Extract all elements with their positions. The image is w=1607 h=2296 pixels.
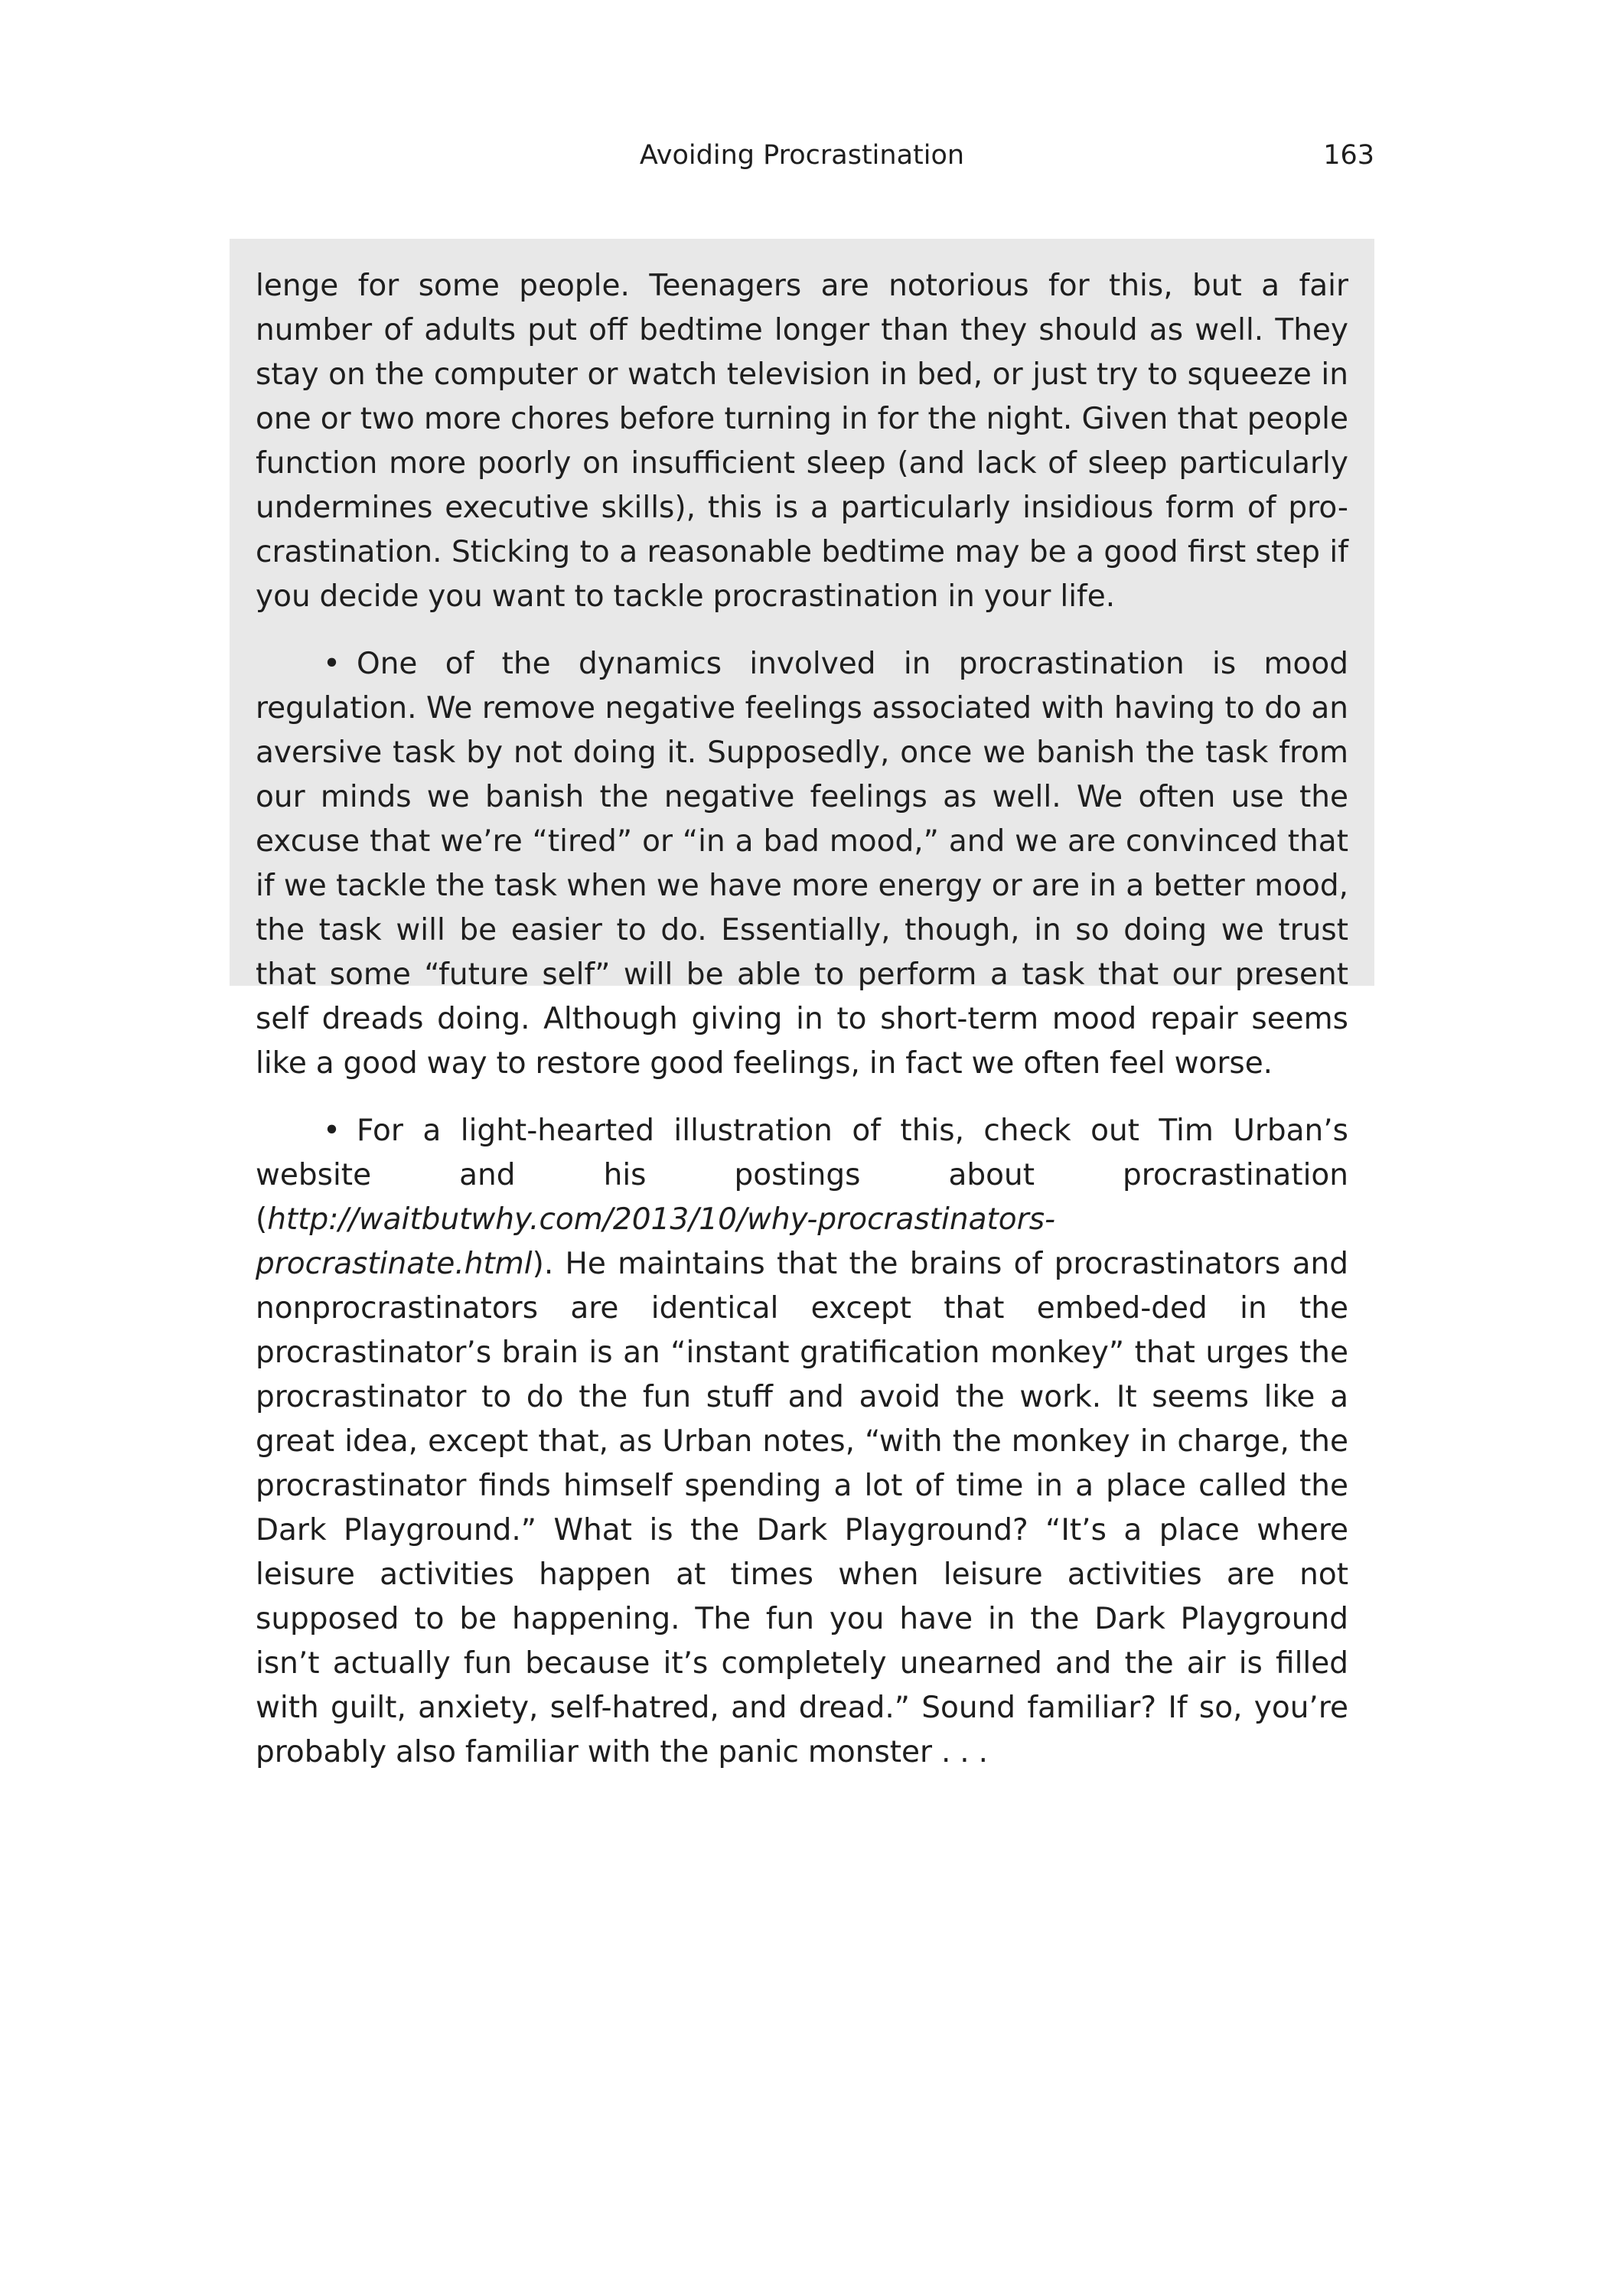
running-head: [230, 136, 1374, 174]
bullet-paragraph-tim-urban: [256, 1109, 1348, 1775]
running-title: Avoiding Procrastination: [639, 140, 965, 171]
bullet-icon: •: [323, 1114, 341, 1148]
page-number: 163: [1323, 140, 1374, 171]
bullet-icon: •: [323, 647, 341, 681]
paragraph-mood-regulation-text: One of the dynamics involved in procrastination is mood regulation. We remove negative feelings associated with having to do an aversive task by not doing it. Supposedly, once we banish the task from our minds we banish the negative feelings as well. We often use the excuse that we’re “tired” or “in a bad mood,” and we are convinced that if we tackle the task when we have more energy or are in a better mood, the task will be easier to do. Essentially, though, in so doing we trust that some “future self” will be able to perform a task that our present self dreads doing. Although giving in to short-term mood repair seems like a good way to restore good feelings, in fact we often feel worse.: [256, 647, 1348, 1081]
boxed-sidebar: [230, 239, 1374, 1769]
website-url: http://waitbutwhy.com/2013/10/why-procrastinators-procrastinate.html: [256, 1202, 1056, 1281]
paragraph-tim-urban-text-end: ). He maintains that the brains of procrastinators and nonprocrastinators are identical except that embed-ded in the procrastinator’s brain is an “instant gratification monkey” that urges the procrastinator to do the fun stuff and avoid the work. It seems like a great idea, except that, as Urban notes, “with the monkey in charge, the procrastinator finds himself spending a lot of time in a place called the Dark Playground.” What is the Dark Playground? “It’s a place where leisure activities happen at times when leisure activities are not supposed to be happening. The fun you have in the Dark Playground isn’t actually fun because it’s completely unearned and the air is filled with guilt, anxiety, self-hatred, and dread.” Sound familiar? If so, you’re probably also familiar with the panic monster . . .: [256, 1247, 1348, 1769]
paragraph-bedtime: lenge for some people. Teenagers are notorious for this, but a fair number of adults put off bedtime longer than they should as well. They stay on the computer or watch television in bed, or just try to squeeze in one or two more chores before turning in for the night. Given that people function more poorly on insufficient sleep (and lack of sleep particularly undermines executive skills), this is a particularly insidious form of pro-crastination. Sticking to a reasonable bedtime may be a good first step if you decide you want to tackle procrastination in your life.: [256, 269, 1348, 614]
paragraph-tim-urban-text-start: For a light-hearted illustration of this, check out Tim Urban’s website and his postings about procrastination (: [256, 1114, 1348, 1237]
bullet-paragraph-mood-regulation: [256, 642, 1348, 1086]
